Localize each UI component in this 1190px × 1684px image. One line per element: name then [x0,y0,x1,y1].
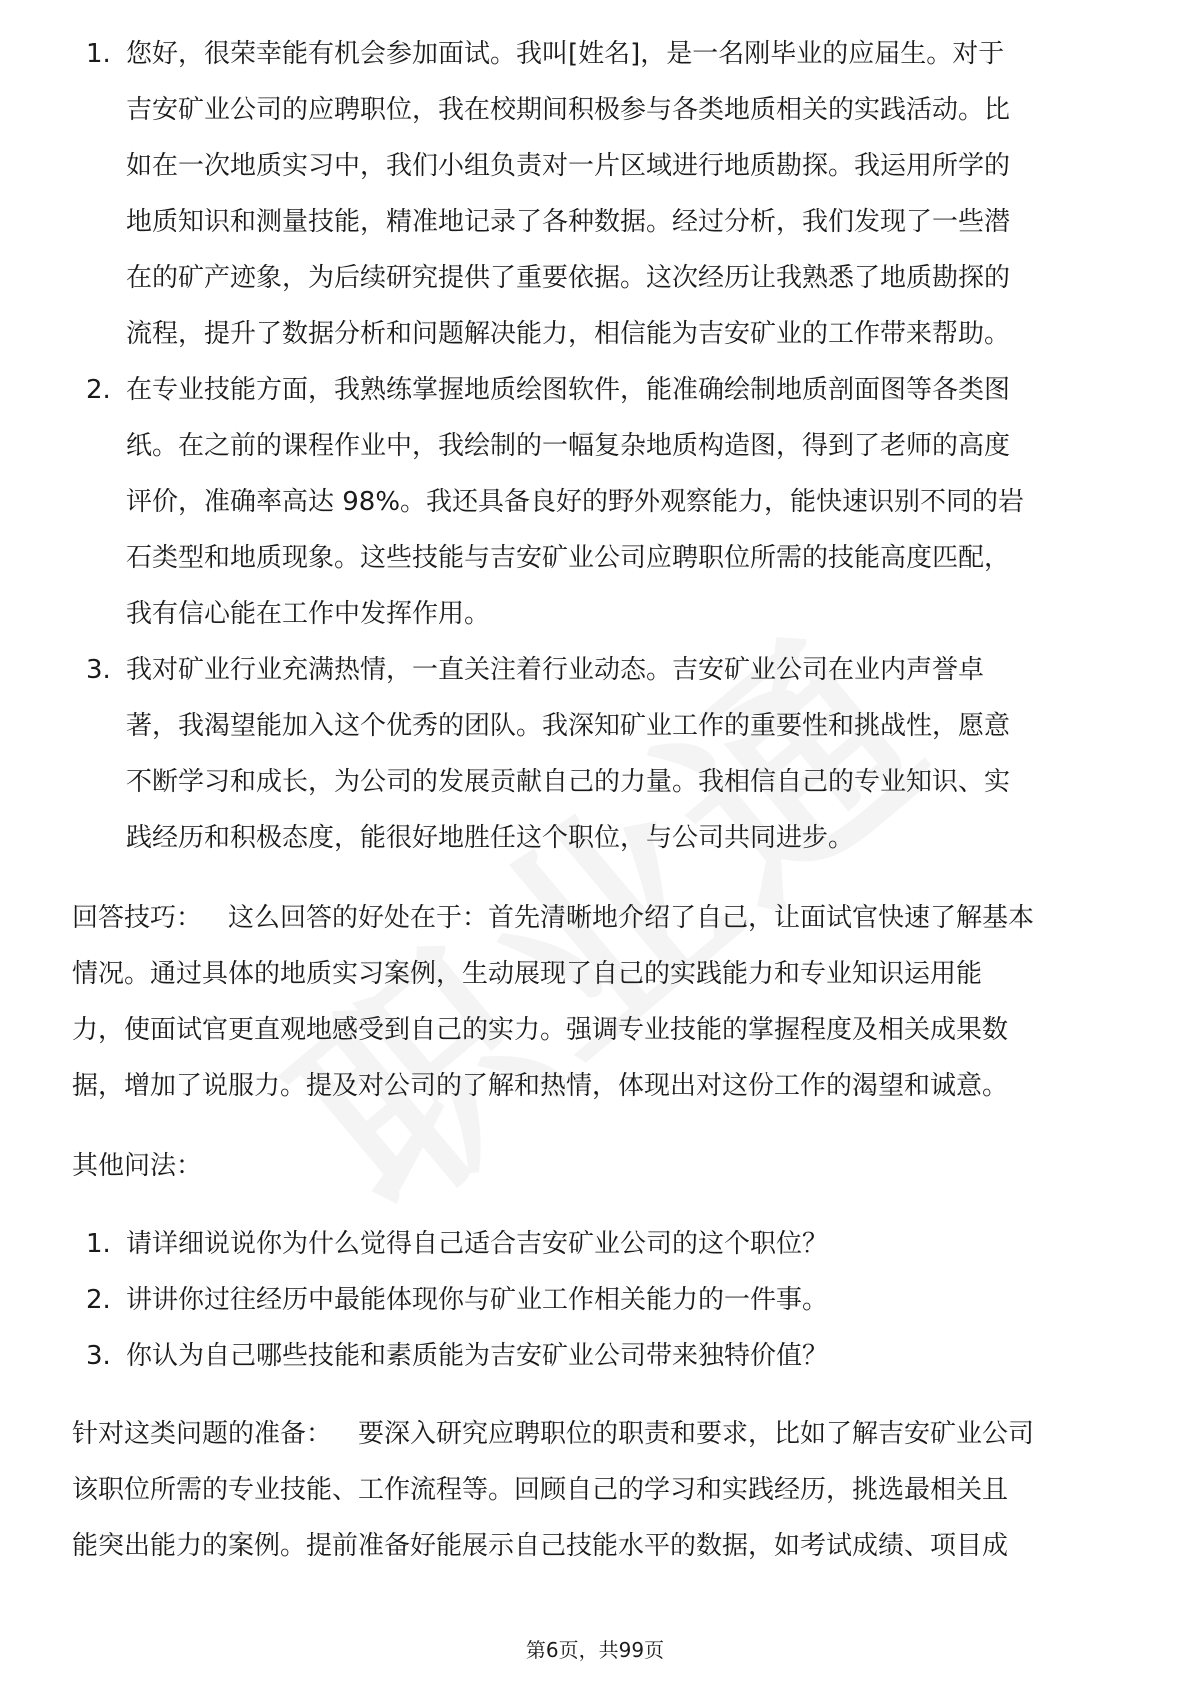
text-line: 吉安矿业公司的应聘职位，我在校期间积极参与各类地质相关的实践活动。比 [126,95,1011,125]
list-item [72,1216,1122,1272]
prep-heading: 针对这类问题的准备： [72,1419,333,1449]
text-line: 流程，提升了数据分析和问题解决能力，相信能为吉安矿业的工作带来帮助。 [126,319,1011,349]
answer-tips [72,890,1122,1114]
page-content [72,26,1122,1574]
list-number: 1. [86,1229,111,1259]
text-line: 我对矿业行业充满热情，一直关注着行业动态。吉安矿业公司在业内声誉卓 [126,655,985,685]
list-item [72,1328,1122,1384]
list-item-text: 你认为自己哪些技能和素质能为吉安矿业公司带来独特价值？ [126,1341,829,1371]
list-number: 2. [86,375,111,405]
text-line: 石类型和地质现象。这些技能与吉安矿业公司应聘职位所需的技能高度匹配， [126,543,1011,573]
tips-heading: 回答技巧： [72,903,203,933]
text-line: 您好，很荣幸能有机会参加面试。我叫[姓名]，是一名刚毕业的应届生。对于 [126,39,1005,69]
text-line: 据，增加了说服力。提及对公司的了解和热情，体现出对这份工作的渴望和诚意。 [72,1071,1009,1101]
text-span: 这么回答的好处在于：首先清晰地介绍了自己，让面试官快速了解基本 [228,903,1035,933]
text-line: 如在一次地质实习中，我们小组负责对一片区域进行地质勘探。我运用所学的 [126,151,1011,181]
text-line: 在专业技能方面，我熟练掌握地质绘图软件，能准确绘制地质剖面图等各类图 [126,375,1011,405]
list-item-text: 讲讲你过往经历中最能体现你与矿业工作相关能力的一件事。 [126,1285,829,1315]
page-number: 第6页，共99页 [525,1638,665,1662]
text-span: 要深入研究应聘职位的职责和要求，比如了解吉安矿业公司 [358,1419,1035,1449]
list-number: 2. [86,1285,111,1315]
text-line: 地质知识和测量技能，精准地记录了各种数据。经过分析，我们发现了一些潜 [126,207,1011,237]
text-line: 该职位所需的专业技能、工作流程等。回顾自己的学习和实践经历，挑选最相关且 [72,1475,1009,1505]
text-line: 情况。通过具体的地质实习案例，生动展现了自己的实践能力和专业知识运用能 [72,959,983,989]
list-item [72,642,1122,866]
text-line: 在的矿产迹象，为后续研究提供了重要依据。这次经历让我熟悉了地质勘探的 [126,263,1011,293]
text-line: 践经历和积极态度，能很好地胜任这个职位，与公司共同进步。 [126,823,855,853]
text-line: 不断学习和成长，为公司的发展贡献自己的力量。我相信自己的专业知识、实 [126,767,1011,797]
text-line [72,890,1122,946]
list-number: 3. [86,1341,111,1371]
list-number: 3. [86,655,111,685]
text-line: 纸。在之前的课程作业中，我绘制的一幅复杂地质构造图，得到了老师的高度 [126,431,1011,461]
other-questions-list [72,1216,1122,1384]
text-line: 评价，准确率高达 98%。我还具备良好的野外观察能力，能快速识别不同的岩 [126,487,1025,517]
text-line: 我有信心能在工作中发挥作用。 [126,599,491,629]
list-item-text: 请详细说说你为什么觉得自己适合吉安矿业公司的这个职位？ [126,1229,829,1259]
text-line [72,1406,1122,1462]
list-item [72,362,1122,642]
list-item [72,1272,1122,1328]
list-item [72,26,1122,362]
text-line: 力，使面试官更直观地感受到自己的实力。强调专业技能的掌握程度及相关成果数 [72,1015,1009,1045]
answer-list [72,26,1122,866]
text-line: 能突出能力的案例。提前准备好能展示自己技能水平的数据，如考试成绩、项目成 [72,1531,1009,1561]
list-number: 1. [86,39,111,69]
preparation-section [72,1406,1122,1574]
text-line: 著，我渴望能加入这个优秀的团队。我深知矿业工作的重要性和挑战性，愿意 [126,711,1011,741]
other-questions-heading: 其他问法： [72,1151,203,1181]
